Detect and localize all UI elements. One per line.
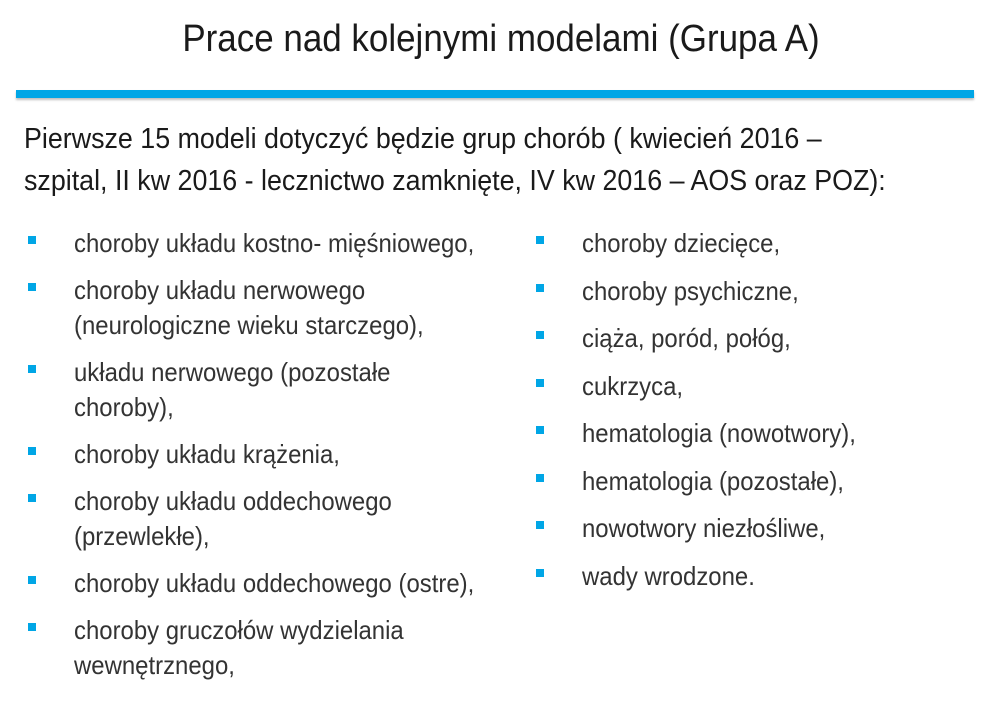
left-disease-list	[26, 226, 526, 695]
square-bullet-icon	[28, 365, 36, 373]
list-item	[534, 559, 974, 594]
list-item-text: hematologia (pozostałe),	[582, 465, 844, 496]
square-bullet-icon	[28, 447, 36, 455]
list-item-text: cukrzyca,	[582, 370, 684, 401]
list-item-text: choroby układu nerwowego	[74, 275, 366, 305]
list-item	[26, 273, 526, 343]
list-item-text: choroby układu oddechowego	[74, 486, 392, 516]
list-item-text: choroby układu oddechowego (ostre),	[74, 568, 475, 598]
list-item-text: układu nerwowego (pozostałe	[74, 357, 391, 387]
list-item	[534, 274, 974, 309]
square-bullet-icon	[536, 569, 544, 577]
list-item	[26, 226, 526, 261]
list-item-text: wady wrodzone.	[582, 560, 755, 591]
intro-paragraph	[24, 118, 996, 202]
square-bullet-icon	[536, 379, 544, 387]
list-item	[534, 511, 974, 546]
list-item-text: choroby psychiczne,	[582, 275, 799, 306]
intro-line-1: Pierwsze 15 modeli dotyczyć będzie grup chorób ( kwiecień 2016 –	[24, 123, 822, 155]
list-item	[534, 226, 974, 261]
list-item-text-continued: choroby),	[74, 392, 174, 422]
list-item-text: choroby dziecięce,	[582, 228, 781, 258]
list-item	[534, 416, 974, 451]
list-item-text: ciąża, poród, połóg,	[582, 323, 791, 353]
list-item-text-continued: (neurologiczne wieku starczego),	[74, 310, 424, 340]
square-bullet-icon	[28, 576, 36, 584]
list-item	[534, 369, 974, 404]
list-item-text-continued: wewnętrznego,	[74, 650, 235, 680]
square-bullet-icon	[536, 474, 544, 482]
list-item	[26, 355, 526, 425]
list-item-text-continued: (przewlekłe),	[74, 521, 210, 551]
square-bullet-icon	[28, 283, 36, 291]
square-bullet-icon	[28, 236, 36, 244]
list-item-text: choroby układu krążenia,	[74, 439, 340, 469]
list-item-text: hematologia (nowotwory),	[582, 418, 856, 448]
list-item	[26, 566, 526, 601]
intro-line-2: szpital, II kw 2016 - lecznictwo zamknięte, IV kw 2016 – AOS oraz POZ):	[24, 165, 886, 197]
right-disease-list	[534, 226, 974, 606]
list-item	[26, 437, 526, 472]
square-bullet-icon	[536, 331, 544, 339]
square-bullet-icon	[536, 236, 544, 244]
list-item-text: choroby układu kostno- mięśniowego,	[74, 228, 475, 258]
list-item	[26, 613, 526, 683]
square-bullet-icon	[536, 521, 544, 529]
list-item	[534, 321, 974, 356]
list-item-text: nowotwory niezłośliwe,	[582, 513, 826, 543]
square-bullet-icon	[28, 494, 36, 502]
square-bullet-icon	[536, 426, 544, 434]
list-item-text: choroby gruczołów wydzielania	[74, 615, 404, 645]
square-bullet-icon	[536, 284, 544, 292]
square-bullet-icon	[28, 623, 36, 631]
list-item	[534, 464, 974, 499]
list-item	[26, 484, 526, 554]
title-divider	[16, 90, 974, 98]
slide-title: Prace nad kolejnymi modelami (Grupa A)	[182, 18, 820, 60]
